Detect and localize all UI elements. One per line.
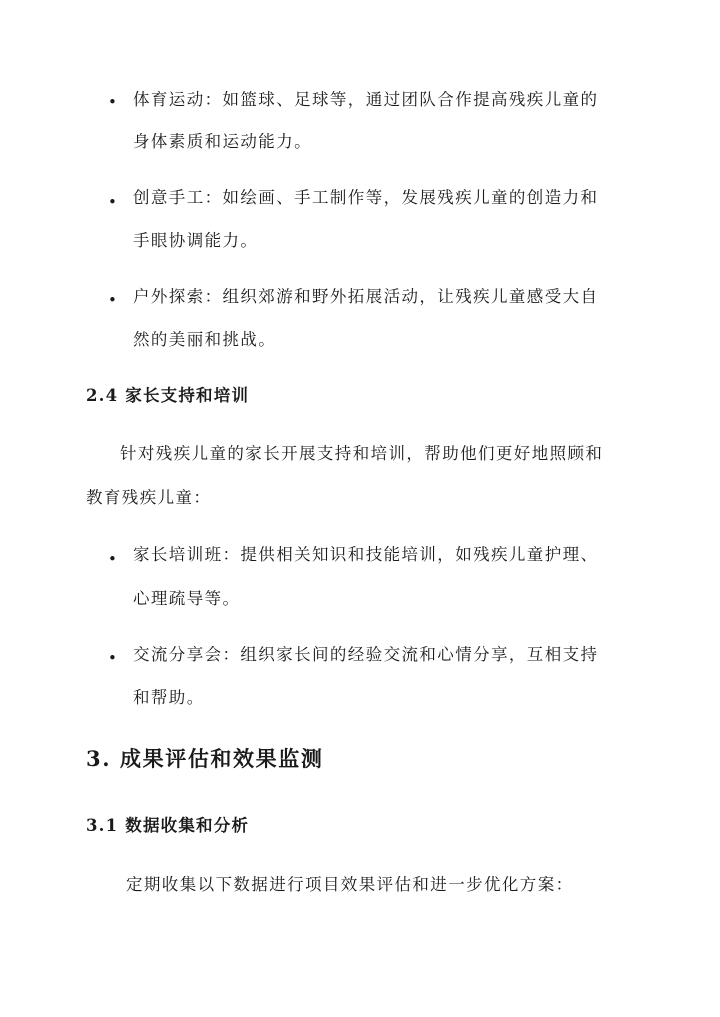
bullet-marker: • xyxy=(108,93,117,111)
bullet-marker: • xyxy=(108,193,117,211)
list-item-text-line2: 心理疏导等。 xyxy=(133,589,241,608)
bullet-marker: • xyxy=(108,291,117,309)
section-3-1-intro: 定期收集以下数据进行项目效果评估和进一步优化方案： xyxy=(126,875,574,894)
section-heading-2-4: 2.4 家长支持和培训 xyxy=(86,386,250,405)
list-item-text-line1: 户外探索：组织郊游和野外拓展活动，让残疾儿童感受大自 xyxy=(133,287,599,306)
list-item-text-line2: 然的美丽和挑战。 xyxy=(133,330,277,349)
list-item-text-line2: 和帮助。 xyxy=(133,688,205,707)
list-item-text-line2: 手眼协调能力。 xyxy=(133,231,259,250)
section-heading-3-1: 3.1 数据收集和分析 xyxy=(86,816,250,835)
list-item-text-line1: 交流分享会：组织家长间的经验交流和心情分享，互相支持 xyxy=(133,645,599,664)
list-item-text-line1: 体育运动：如篮球、足球等，通过团队合作提高残疾儿童的 xyxy=(133,90,599,109)
list-item-text-line1: 家长培训班：提供相关知识和技能培训，如残疾儿童护理、 xyxy=(133,545,599,564)
section-2-4-intro-line2: 教育残疾儿童： xyxy=(86,488,212,507)
list-item-text-line2: 身体素质和运动能力。 xyxy=(133,132,312,151)
section-heading-3: 3. 成果评估和效果监测 xyxy=(86,746,324,771)
list-item-text-line1: 创意手工：如绘画、手工制作等，发展残疾儿童的创造力和 xyxy=(133,188,599,207)
bullet-marker: • xyxy=(108,550,117,568)
section-2-4-intro-line1: 针对残疾儿童的家长开展支持和培训，帮助他们更好地照顾和 xyxy=(120,444,604,463)
bullet-marker: • xyxy=(108,649,117,667)
